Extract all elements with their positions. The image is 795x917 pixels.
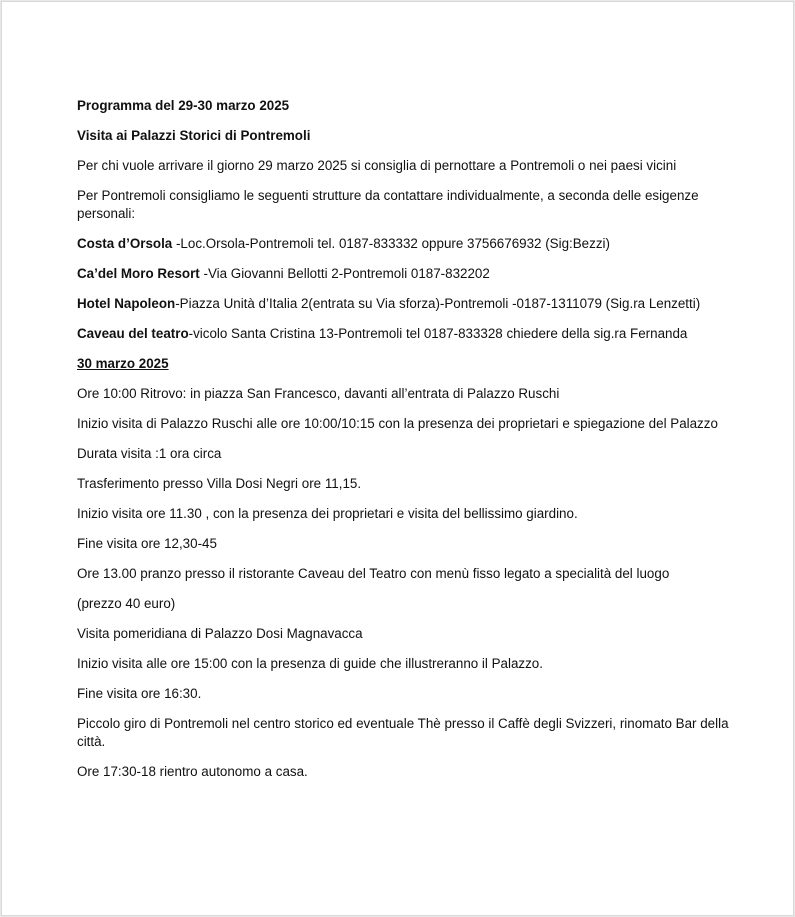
schedule-item: Ore 17:30-18 rientro autonomo a casa. [77,764,308,779]
schedule-item: Ore 10:00 Ritrovo: in piazza San Francesco, davanti all’entrata di Palazzo Ruschi [77,386,560,401]
accommodation-name: Costa d’Orsola [77,236,173,251]
schedule-item: Ore 13.00 pranzo presso il ristorante Caveau del Teatro con menù fisso legato a specialità del luogo [77,566,670,581]
document-page [1,1,794,916]
schedule-item: Inizio visita ore 11.30 , con la presenza dei proprietari e visita del bellissimo giardino. [77,506,578,521]
schedule-item: Fine visita ore 16:30. [77,686,202,701]
accommodation-item [77,325,737,343]
accommodation-name: Hotel Napoleon [77,296,176,311]
accommodation-item [77,265,737,283]
accommodation-intro: Per Pontremoli consigliamo le seguenti strutture da contattare individualmente, a seconda delle esigenze personali: [77,188,699,221]
accommodation-item [77,295,737,313]
accommodation-details: -Via Giovanni Bellotti 2-Pontremoli 0187-832202 [199,266,490,281]
schedule-item: Piccolo giro di Pontremoli nel centro storico ed eventuale Thè presso il Caffè degli Svizzeri, rinomato Bar della città. [77,716,729,749]
schedule-item: Visita pomeridiana di Palazzo Dosi Magnavacca [77,626,363,641]
program-heading: Programma del 29-30 marzo 2025 [77,98,290,113]
schedule-item: Inizio visita alle ore 15:00 con la presenza di guide che illustreranno il Palazzo. [77,656,543,671]
accommodation-details: -Piazza Unità d’Italia 2(entrata su Via sforza)-Pontremoli -0187-1311079 (Sig.ra Lenzetti) [175,296,701,311]
schedule-item: Inizio visita di Palazzo Ruschi alle ore 10:00/10:15 con la presenza dei proprietari e spiegazione del Palazzo [77,416,718,431]
accommodation-details: -vicolo Santa Cristina 13-Pontremoli tel 0187-833328 chiedere della sig.ra Fernanda [188,326,688,341]
accommodation-details: -Loc.Orsola-Pontremoli tel. 0187-833332 oppure 3756676932 (Sig:Bezzi) [172,236,610,251]
visit-heading: Visita ai Palazzi Storici di Pontremoli [77,128,311,143]
accommodation-name: Ca’del Moro Resort [77,266,200,281]
schedule-item: Durata visita :1 ora circa [77,446,222,461]
accommodation-name: Caveau del teatro [77,326,189,341]
schedule-item: Fine visita ore 12,30-45 [77,536,217,551]
accommodation-item [77,235,737,253]
document-body [77,97,737,793]
date-heading: 30 marzo 2025 [77,356,169,371]
intro-paragraph: Per chi vuole arrivare il giorno 29 marzo 2025 si consiglia di pernottare a Pontremoli o nei paesi vicini [77,158,677,173]
schedule-item: (prezzo 40 euro) [77,596,176,611]
schedule-item: Trasferimento presso Villa Dosi Negri ore 11,15. [77,476,362,491]
